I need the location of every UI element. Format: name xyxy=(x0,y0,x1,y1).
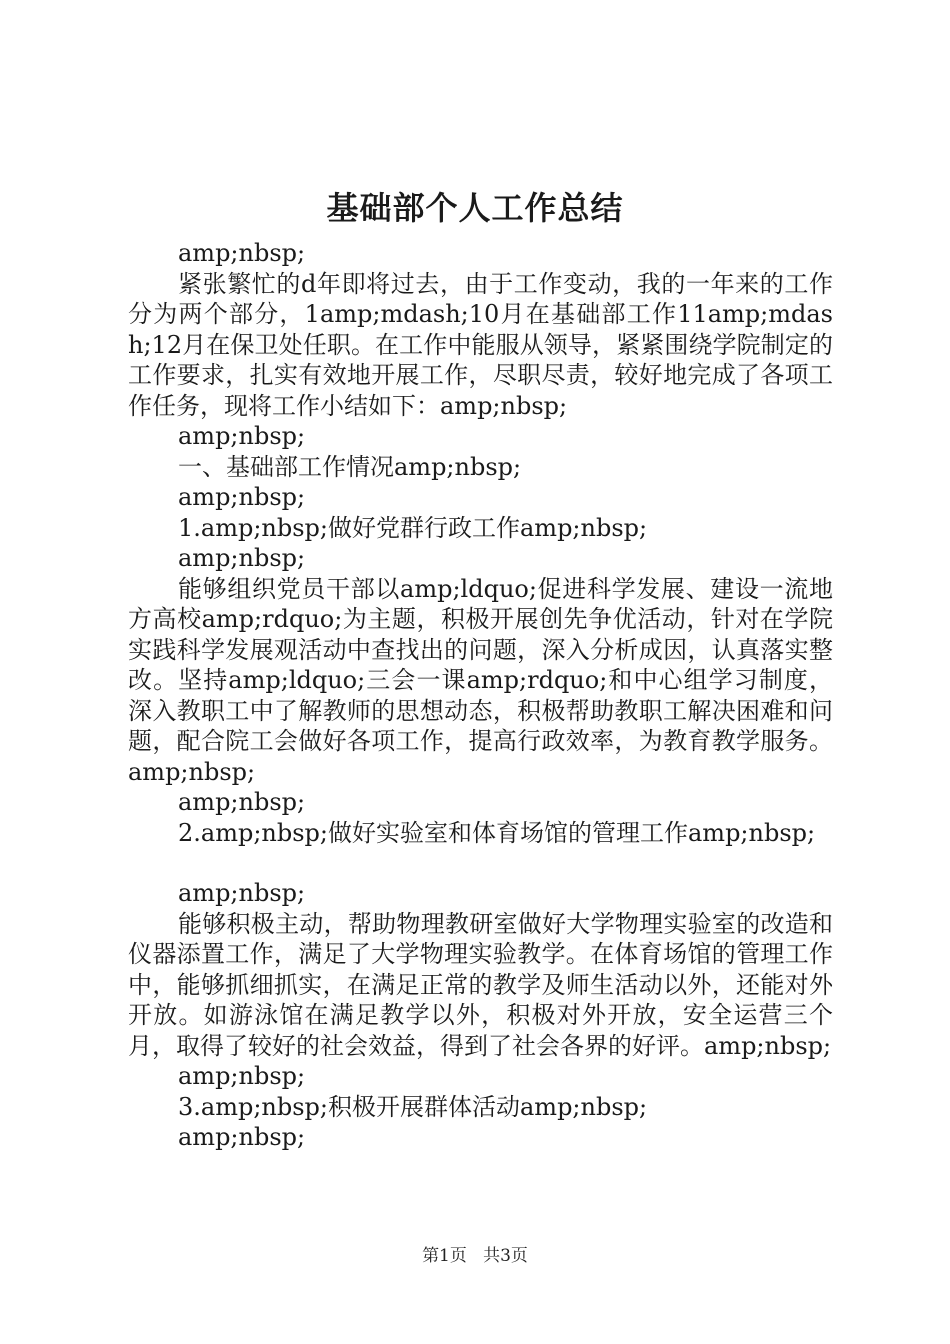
blank-line xyxy=(128,848,833,878)
paragraph-spacer: amp;nbsp; xyxy=(178,1123,306,1151)
document-title: 基础部个人工作总结 xyxy=(326,189,624,227)
document-body xyxy=(128,238,833,1153)
paragraph-lab-management: 能够积极主动，帮助物理教研室做好大学物理实验室的改造和仪器添置工作，满足了大学物理实验教学。在体育场馆的管理工作中，能够抓细抓实，在满足正常的教学及师生活动以外，还能对外开放。如游泳馆在满足教学以外，积极对外开放，安全运营三个月，取得了较好的社会效益，得到了社会各界的好评。amp;nbsp; xyxy=(128,909,833,1060)
subsection-heading: 1.amp;nbsp;做好党群行政工作amp;nbsp; xyxy=(178,513,648,542)
paragraph-spacer: amp;nbsp; xyxy=(178,544,306,572)
paragraph-party-work: 能够组织党员干部以amp;ldquo;促进科学发展、建设一流地方高校amp;rdquo;为主题，积极开展创先争优活动，针对在学院实践科学发展观活动中查找出的问题，深入分析成因，认真落实整改。坚持amp;ldquo;三会一课amp;rdquo;和中心组学习制度，深入教职工中了解教师的思想动态，积极帮助教职工解决困难和问题，配合院工会做好各项工作，提高行政效率，为教育教学服务。amp;nbsp; xyxy=(128,574,833,786)
paragraph-spacer: amp;nbsp; xyxy=(178,879,306,907)
paragraph-spacer: amp;nbsp; xyxy=(178,788,306,816)
paragraph-spacer: amp;nbsp; xyxy=(178,239,306,267)
paragraph-spacer: amp;nbsp; xyxy=(178,483,306,511)
paragraph-spacer: amp;nbsp; xyxy=(178,1062,306,1090)
page-separator xyxy=(472,1246,477,1266)
section-heading: 一、基础部工作情况amp;nbsp; xyxy=(178,452,522,481)
subsection-heading: 2.amp;nbsp;做好实验室和体育场馆的管理工作amp;nbsp; xyxy=(178,818,816,847)
paragraph-spacer: amp;nbsp; xyxy=(178,422,306,450)
page-total: 共3页 xyxy=(483,1246,528,1266)
page-number: 第1页 xyxy=(422,1246,467,1266)
page-footer xyxy=(0,1244,950,1268)
subsection-heading: 3.amp;nbsp;积极开展群体活动amp;nbsp; xyxy=(178,1092,648,1121)
paragraph-intro: 紧张繁忙的d年即将过去，由于工作变动，我的一年来的工作分为两个部分，1amp;mdash;10月在基础部工作11amp;mdash;12月在保卫处任职。在工作中能服从领导，紧紧围绕学院制定的工作要求，扎实有效地开展工作，尽职尽责，较好地完成了各项工作任务，现将工作小结如下：amp;nbsp; xyxy=(128,269,833,420)
